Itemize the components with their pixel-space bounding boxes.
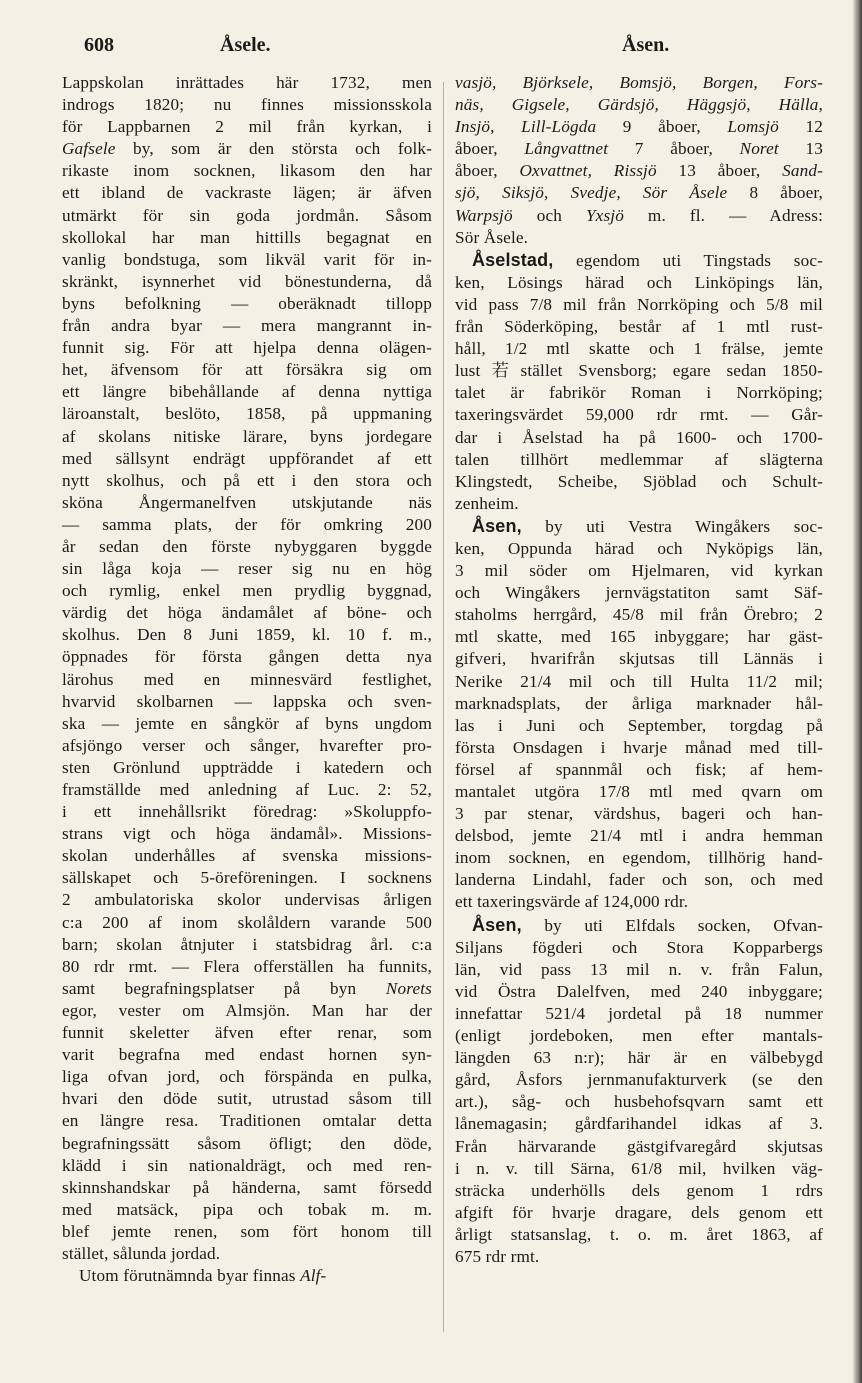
text-line: vanlig bondstuga, som likväl varit för in- bbox=[62, 249, 432, 269]
text-line: Åsen, by uti Vestra Wingåkers soc- bbox=[472, 515, 823, 536]
text-line: Klingstedt, Scheibe, Sjöblad och Schult- bbox=[455, 471, 823, 491]
column-divider bbox=[443, 82, 444, 1332]
text-line: hvarvid skolbarnen — lappska och sven- bbox=[62, 691, 432, 711]
text-line: 80 rdr rmt. — Flera offerställen ha funnits, bbox=[62, 956, 432, 976]
text-line: klädd i sin nationaldrägt, och med ren- bbox=[62, 1155, 432, 1175]
text-line: Siljans fögderi och Stora Kopparbergs bbox=[455, 937, 823, 957]
text-line: delsbod, jemte 21/4 mtl i andra hemman bbox=[455, 826, 823, 846]
text-line: staholms herrgård, 45/8 mil från Örebro; 2 bbox=[455, 605, 823, 625]
text-line: vasjö, Björksele, Bomsjö, Borgen, Fors- bbox=[455, 73, 823, 92]
text-line: af skolans nitiske lärare, byns jordegare bbox=[62, 426, 432, 446]
page-header bbox=[62, 34, 822, 62]
text-line: art.), såg- och husbehofsqvarn samt ett bbox=[455, 1092, 823, 1112]
text-line: lånemagasin; gårdfarihandel idkas af 3. bbox=[455, 1114, 823, 1134]
text-line: och rymlig, enkel men prydlig byggnad, bbox=[62, 581, 432, 601]
text-line: sällskapet och 5-öreföreningen. I socknens bbox=[62, 868, 432, 888]
text-line: från andra byar — mera mangrannt in- bbox=[62, 316, 432, 336]
text-line: Insjö, Lill-Lögda 9 åboer, Lomsjö 12 bbox=[455, 117, 823, 137]
text-line: rikaste inom socknen, likasom den har bbox=[62, 161, 432, 181]
text-line: funnit skeletter äfven efter renar, som bbox=[62, 1023, 432, 1043]
text-line: med matsäck, pipa och tobak m. m. bbox=[62, 1199, 432, 1219]
text-line: nytt skolhus, och på ett i den stora och bbox=[62, 470, 432, 490]
text-line: lust若stället Svensborg; egare sedan 1850- bbox=[455, 361, 823, 381]
text-line: ken, Lösings härad och Linköpings län, bbox=[455, 272, 823, 292]
text-line: (enligt jordeboken, men efter mantals- bbox=[455, 1026, 823, 1046]
text-line: ett längre bibehållande af denna nyttiga bbox=[62, 382, 432, 402]
text-line: från Söderköping, består af 1 mtl rust- bbox=[455, 317, 823, 337]
text-line: sträcka underhölls dels genom 1 rdrs bbox=[455, 1180, 823, 1200]
text-line: vid Östra Dalelfven, med 240 inbyggare; bbox=[455, 981, 823, 1001]
text-line: liga ofvan jord, och förspända en pulka, bbox=[62, 1067, 432, 1087]
text-line: Åselstad, egendom uti Tingstads soc- bbox=[472, 249, 823, 270]
text-line: landerna Lindahl, fader och son, och med bbox=[455, 870, 823, 890]
text-line: Från härvarande gästgifvaregård skjutsas bbox=[455, 1136, 823, 1156]
text-line: år sedan den förste nybyggaren byggde bbox=[62, 536, 432, 556]
text-line: sjö, Siksjö, Svedje, Sör Åsele 8 åboer, bbox=[455, 183, 823, 203]
text-line: ska — jemte en sångkör af byns ungdom bbox=[62, 713, 432, 733]
text-line: Nerike 21/4 mil och till Hulta 11/2 mil; bbox=[455, 671, 823, 691]
text-line: vid pass 7/8 mil från Norrköping och 5/8 mil bbox=[455, 294, 823, 314]
text-line: 3 mil söder om Hjelmaren, vid kyrkan bbox=[455, 561, 823, 581]
page-edge-shadow bbox=[852, 0, 862, 1383]
text-line: zenheim. bbox=[455, 493, 519, 513]
text-line: dar i Åselstad ha på 1600- och 1700- bbox=[455, 427, 823, 447]
text-line: skinnshandskar på händerna, samt försedd bbox=[62, 1177, 432, 1197]
text-line: byns befolkning — oberäknadt tillopp bbox=[62, 293, 432, 313]
text-line: sten Grönlund uppträdde i katedern och bbox=[62, 757, 432, 777]
text-line: Lappskolan inrättades här 1732, men bbox=[62, 73, 432, 92]
text-line: Åsen, by uti Elfdals socken, Ofvan- bbox=[472, 914, 823, 935]
text-line: funnit sig. För att hjelpa denna olägen- bbox=[62, 338, 432, 358]
text-line: ett ibland de vackraste lägen; är äfven bbox=[62, 183, 432, 203]
text-line: åboer, Långvattnet 7 åboer, Noret 13 bbox=[455, 139, 824, 159]
text-line: sköna Ångermanelfven utskjutande näs bbox=[62, 492, 432, 512]
text-line: las i Juni och September, torgdag på bbox=[455, 715, 823, 735]
text-line: 675 rdr rmt. bbox=[455, 1246, 540, 1266]
text-line: Utom förutnämnda byar finnas Alf- bbox=[79, 1266, 327, 1286]
text-line: i n. v. till Särna, 61/8 mil, hvilken väg- bbox=[455, 1158, 823, 1178]
text-line: näs, Gigsele, Gärdsjö, Häggsjö, Hälla, bbox=[455, 95, 823, 115]
text-line: 3 par stenar, värdshus, bageri och han- bbox=[455, 804, 823, 824]
text-line: och Wingåkers jernvägstatiton samt Säf- bbox=[455, 583, 823, 603]
text-line: talen tillhört medlemmar af slägterna bbox=[455, 449, 823, 469]
text-line: lärohus med en minnesvärd festlighet, bbox=[62, 669, 432, 689]
text-line: afgift för hvarje dragare, dels genom ett bbox=[455, 1202, 823, 1222]
text-line: het, äfvensom för att försäkra sig om bbox=[62, 360, 432, 380]
text-line: afsjöngo verser och sånger, hvarefter pro- bbox=[62, 735, 432, 755]
right-running-headword: Åsen. bbox=[622, 34, 670, 56]
text-line: framställde med anledning af Luc. 2: 52, bbox=[62, 780, 432, 799]
right-text-column bbox=[455, 72, 823, 1268]
text-line: ken, Oppunda härad och Nyköpigs län, bbox=[455, 538, 823, 558]
text-line: Gafsele by, som är den största och folk- bbox=[62, 139, 432, 159]
text-line: försel af spannmål och fisk; af hem- bbox=[455, 759, 823, 779]
text-line: skolhus. Den 8 Juni 1859, kl. 10 f. m., bbox=[62, 625, 432, 645]
text-line: skränkt, isynnerhet vid bönestunderna, då bbox=[62, 271, 432, 291]
text-line: strans vigt och höga ändamål». Missions- bbox=[62, 824, 432, 844]
page-number: 608 bbox=[84, 34, 114, 56]
text-line: — samma plats, der för omkring 200 bbox=[62, 514, 432, 534]
text-line: sin låga koja — reser sig nu en hög bbox=[62, 559, 432, 579]
left-text-column bbox=[62, 72, 432, 1287]
left-running-headword: Åsele. bbox=[220, 34, 271, 56]
text-line: blef jemte renen, som fört honom till bbox=[62, 1221, 432, 1241]
text-line: utmärkt för sin goda jordmån. Såsom bbox=[62, 205, 432, 225]
text-line: Warpsjö och Yxsjö m. fl. — Adress: bbox=[455, 205, 823, 225]
text-line: begrafningssätt såsom öfligt; den döde, bbox=[62, 1133, 432, 1153]
text-line: årligt statsanslag, t. o. m. året 1863, af bbox=[455, 1224, 823, 1244]
text-line: innefattar 521/4 jordetal på 18 nummer bbox=[455, 1003, 823, 1023]
text-line: mantalet utgöra 17/8 mtl med qvarn om bbox=[455, 782, 823, 801]
text-line: varit begrafna med endast hornen syn- bbox=[62, 1045, 432, 1065]
text-line: gård, Åsfors jernmanufakturverk (se den bbox=[455, 1070, 823, 1090]
text-line: skolan underhålles af svenska missions- bbox=[62, 846, 432, 866]
text-line: åboer, Oxvattnet, Rissjö 13 åboer, Sand- bbox=[455, 161, 823, 181]
text-line: mtl skatte, med 165 inbyggare; har gäst- bbox=[455, 627, 823, 647]
text-line: i ett innehållsrikt föredrag: »Skoluppfo- bbox=[62, 802, 432, 822]
text-line: barn; skolan åtnjuter i statsbidrag årl. c:a bbox=[62, 934, 432, 954]
text-line: med sällsynt endrägt uppförandet af ett bbox=[62, 448, 432, 468]
text-line: inom socknen, en egendom, tillhörig hand- bbox=[455, 848, 823, 868]
text-line: ett taxeringsvärde af 124,000 rdr. bbox=[455, 892, 689, 912]
text-line: stället, sålunda jordad. bbox=[62, 1243, 221, 1263]
text-line: värdig det höga ändamålet af böne- och bbox=[62, 603, 432, 623]
text-line: öppnades för första gången detta nya bbox=[62, 647, 432, 667]
text-line: gifveri, hvarifrån skjutsas till Lännäs i bbox=[455, 649, 823, 669]
text-line: 2 ambulatoriska skolor undervisas årligen bbox=[62, 890, 432, 910]
text-line: första Onsdagen i hvarje månad med till- bbox=[455, 737, 823, 757]
text-line: län, vid pass 13 mil n. v. från Falun, bbox=[455, 959, 823, 979]
text-line: skollokal har man hittills begagnat en bbox=[62, 227, 432, 247]
text-line: taxeringsvärdet 59,000 rdr rmt. — Går- bbox=[455, 405, 823, 425]
text-line: Sör Åsele. bbox=[455, 227, 529, 247]
text-line: längden 63 n:r); här är en välbebygd bbox=[455, 1048, 823, 1068]
text-line: talet är fabrikör Roman i Norrköping; bbox=[455, 383, 823, 403]
text-line: hvari den döde sutit, utrustad såsom till bbox=[62, 1089, 432, 1109]
text-line: c:a 200 af inom skolåldern varande 500 bbox=[62, 912, 432, 932]
text-line: håll, 1/2 mtl skatte och 1 frälse, jemte bbox=[455, 339, 823, 359]
text-line: indrogs 1820; nu finnes missionsskola bbox=[62, 95, 432, 115]
text-line: för Lappbarnen 2 mil från kyrkan, i bbox=[62, 117, 432, 137]
text-line: marknadsplats, der årliga marknader hål- bbox=[455, 693, 823, 713]
text-line: egor, vester om Almsjön. Man har der bbox=[62, 1000, 432, 1020]
text-line: en längre resa. Traditionen omtalar detta bbox=[62, 1111, 432, 1131]
text-line: samt begrafningsplatser på byn Norets bbox=[62, 978, 432, 998]
text-line: läroanstalt, beslöto, 1858, på uppmaning bbox=[62, 404, 432, 424]
